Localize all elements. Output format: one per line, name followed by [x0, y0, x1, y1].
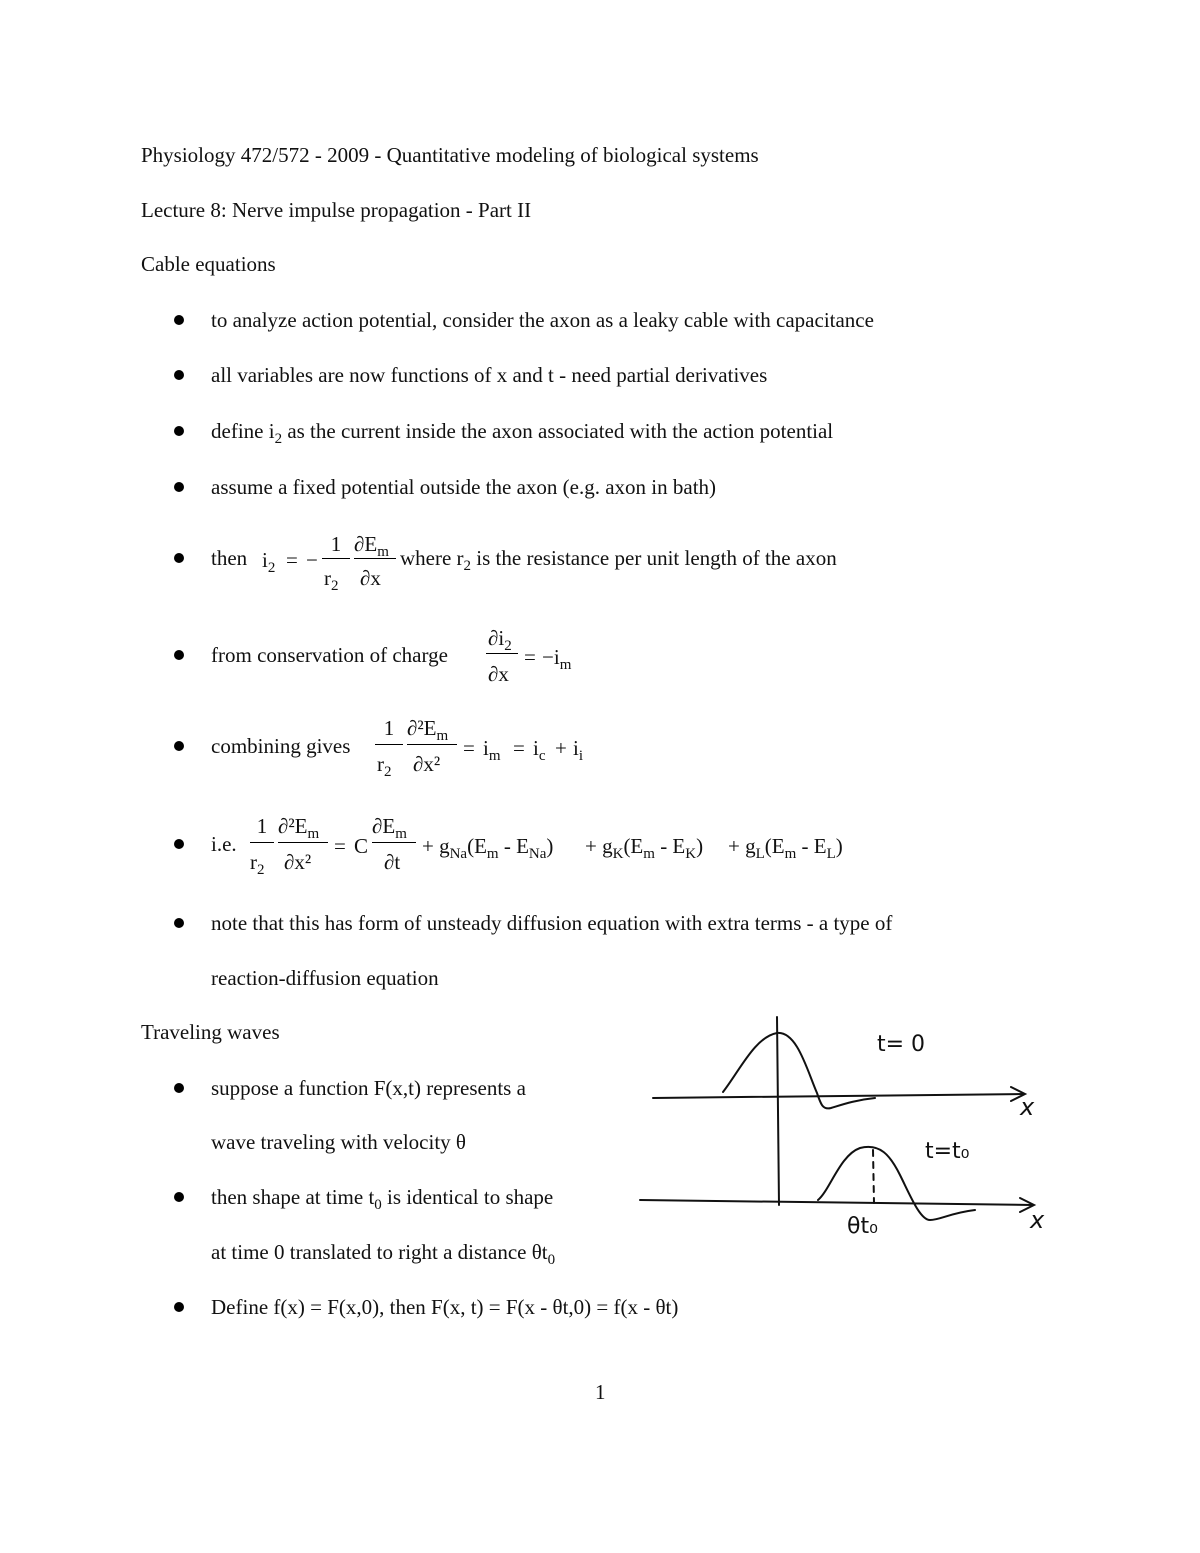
bullet-text: assume a fixed potential outside the axon (e.g. axon in bath)	[211, 475, 717, 499]
label-x-top: x	[1020, 1093, 1035, 1121]
bullet-icon	[174, 1192, 184, 1202]
label-x-bottom: x	[1030, 1206, 1045, 1234]
bullet-icon	[174, 370, 184, 380]
bullet-icon	[174, 426, 184, 436]
bullet-text: to analyze action potential, consider the axon as a leaky cable with capacitance	[211, 308, 874, 332]
vertical-axis	[777, 1017, 779, 1205]
bullet-text: suppose a function F(x,t) represents a	[211, 1076, 526, 1100]
dashed-marker	[873, 1150, 874, 1203]
bullet-icon	[174, 315, 184, 325]
bullet-icon	[174, 839, 184, 849]
bullet-text-cont: where $r_2$ is the resistance per unit length of the axon	[400, 546, 837, 574]
bullet-text: note that this has form of unsteady diffusion equation with extra terms - a type of	[211, 911, 893, 935]
course-title: Physiology 472/572 - 2009 - Quantitative modeling of biological systems	[141, 143, 759, 167]
section-heading-cable: Cable equations	[141, 252, 276, 276]
bullet-icon	[174, 1302, 184, 1312]
bullet-text: Define f(x) = F(x,0), then F(x, t) = F(x - θt,0) = f(x - θt)	[211, 1295, 679, 1319]
bullet-icon	[174, 650, 184, 660]
bullet-text: all variables are now functions of x and t - need partial derivatives	[211, 363, 768, 387]
bullet-text: from conservation of charge	[211, 643, 448, 667]
bullet-text: i.e.	[211, 832, 237, 856]
lecture-title: Lecture 8: Nerve impulse propagation - Part II	[141, 198, 532, 222]
bullet-text: define $i_2$ as the current inside the axon associated with the action potential	[211, 419, 834, 447]
page-number: 1	[595, 1380, 606, 1404]
label-theta-t0: θt₀	[847, 1214, 878, 1239]
bullet-text-cont: wave traveling with velocity θ	[211, 1130, 466, 1154]
bullet-icon	[174, 553, 184, 563]
bullet-text-cont: reaction-diffusion equation	[211, 966, 439, 990]
label-t0: t= 0	[877, 1032, 926, 1057]
section-heading-waves: Traveling waves	[141, 1020, 280, 1044]
traveling-wave-figure	[635, 1015, 1055, 1255]
label-tt0: t=t₀	[925, 1139, 970, 1164]
bullet-text: combining gives	[211, 734, 351, 758]
x-axis-top	[653, 1094, 1023, 1098]
bullet-text-cont: at time 0 translated to right a distance $\theta t_0$	[211, 1240, 556, 1268]
x-axis-bottom	[640, 1200, 1033, 1205]
bullet-icon	[174, 1083, 184, 1093]
bullet-text: then shape at time $t_0$ is identical to shape	[211, 1185, 554, 1213]
bullet-icon	[174, 918, 184, 928]
bullet-text: then	[211, 546, 248, 570]
bullet-icon	[174, 482, 184, 492]
bullet-icon	[174, 741, 184, 751]
